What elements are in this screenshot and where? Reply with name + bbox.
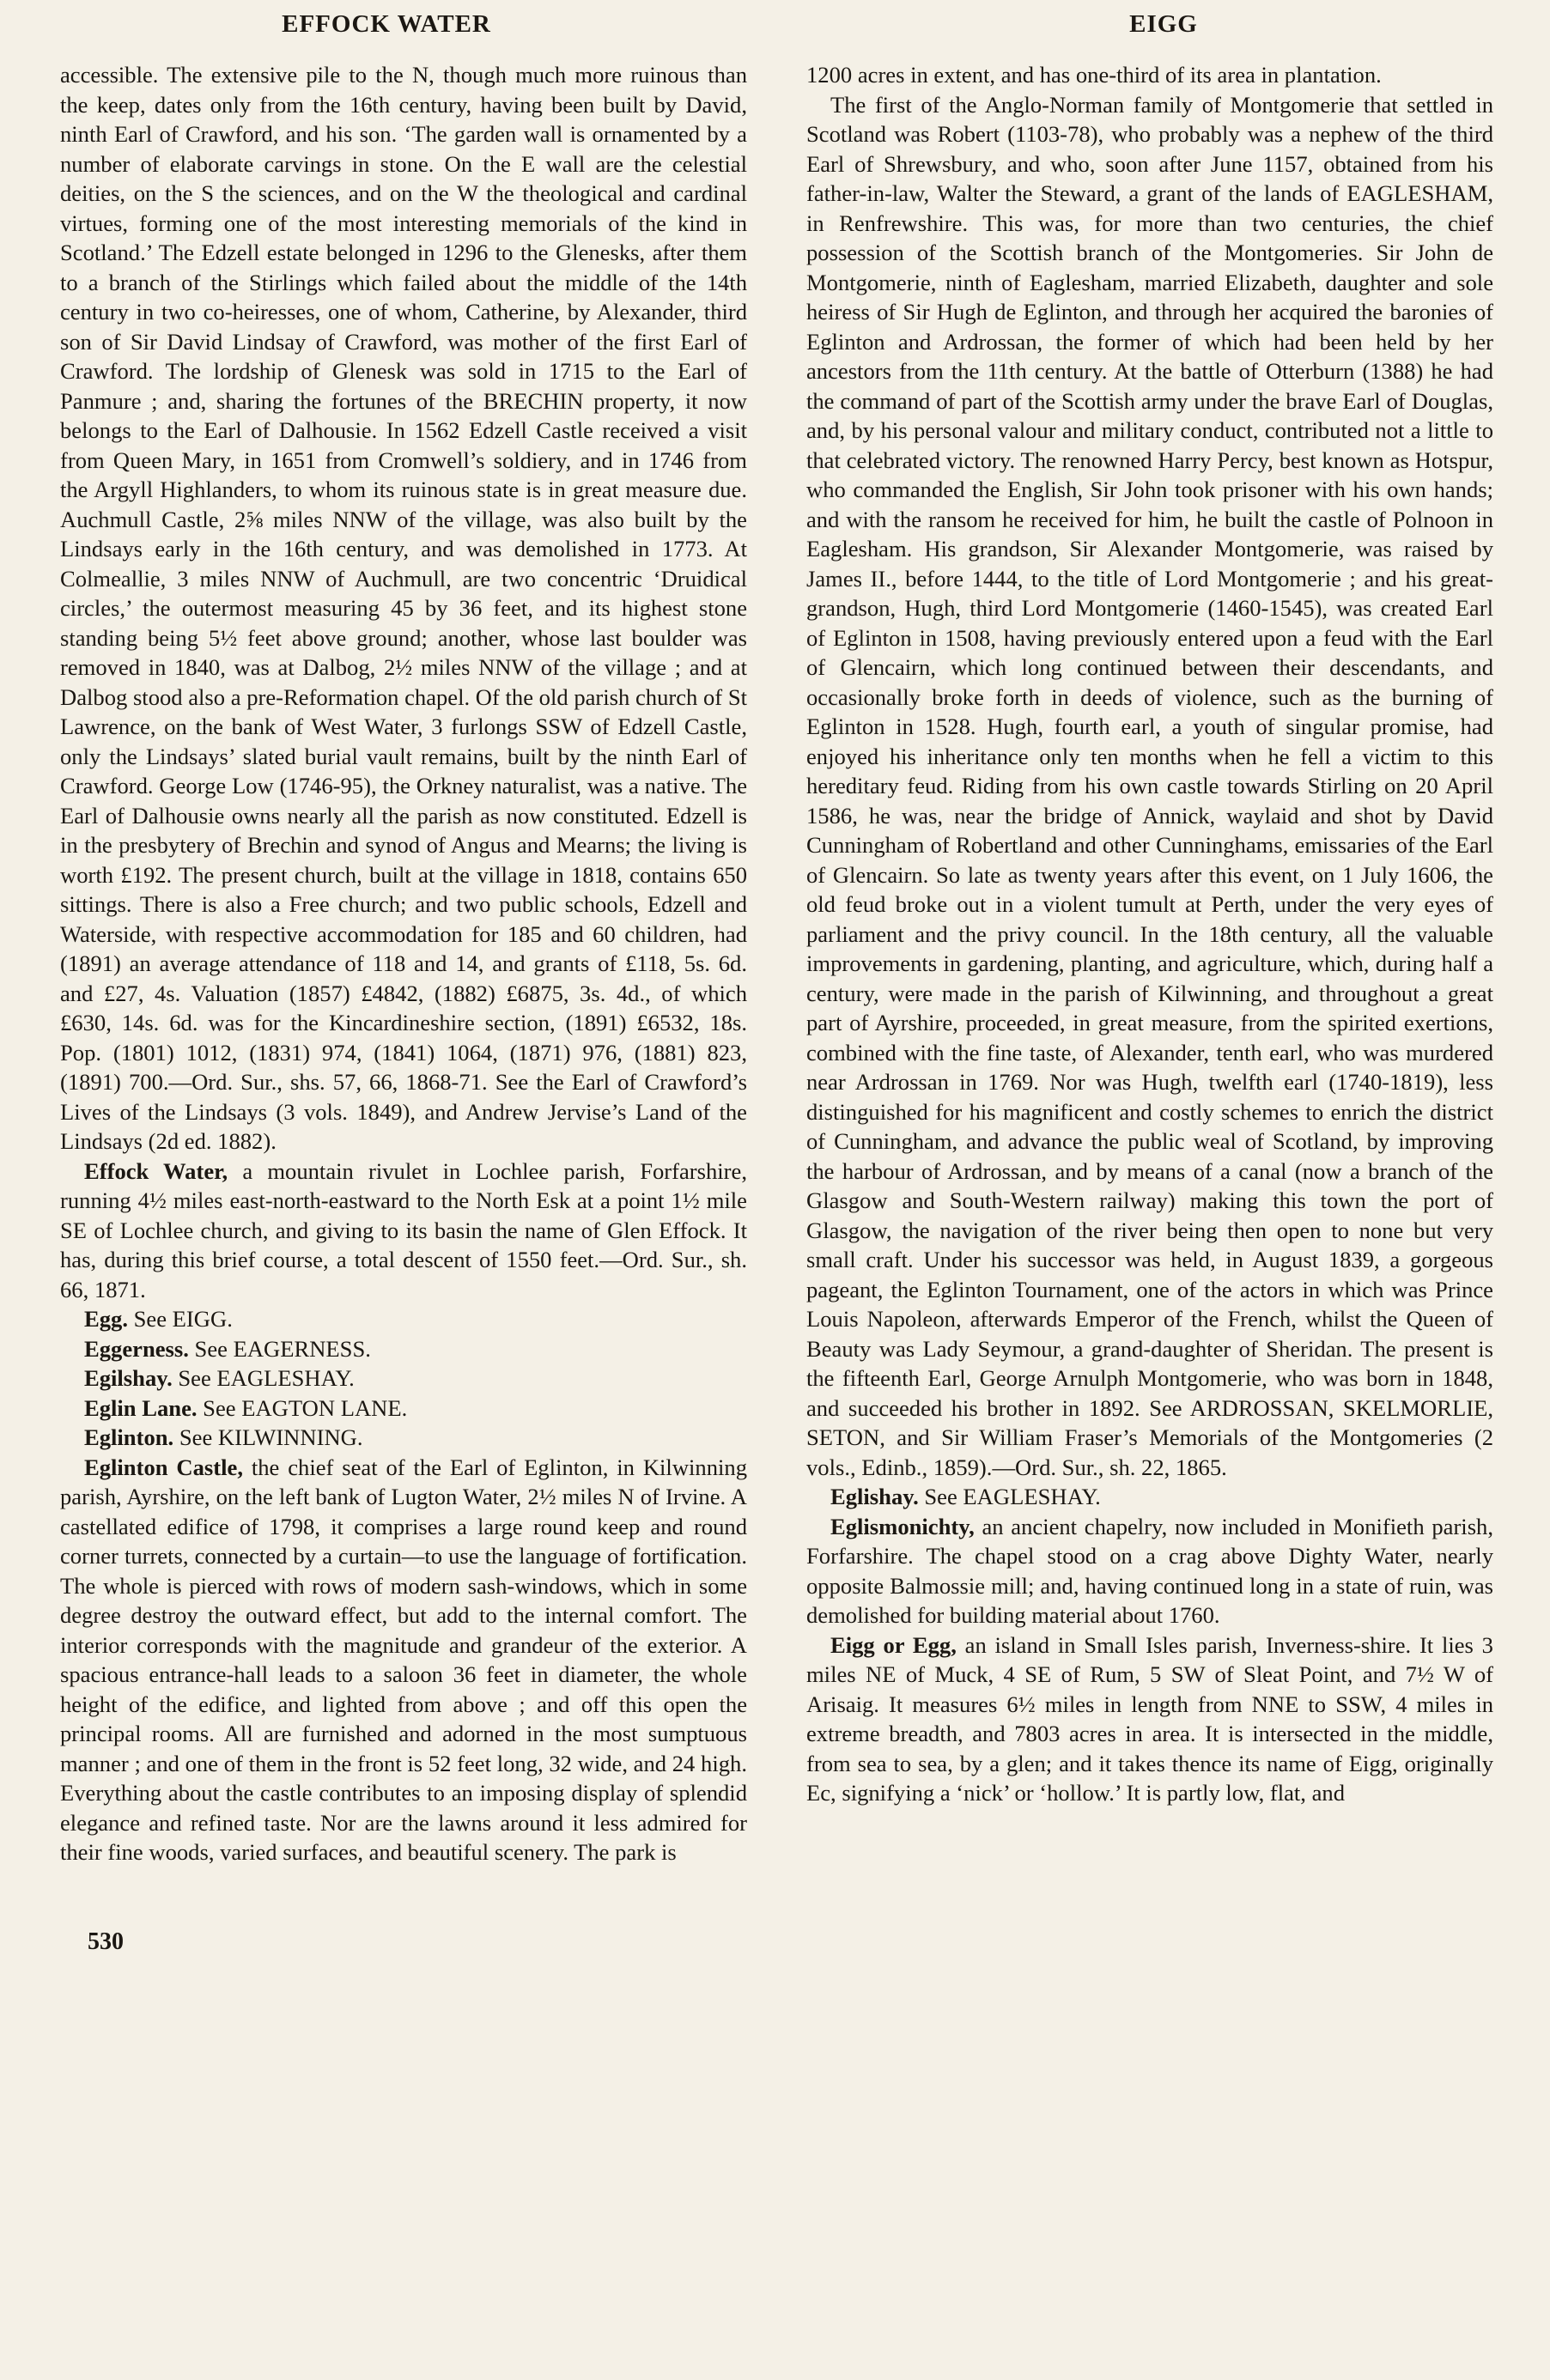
gazetteer-entry <box>60 1393 747 1424</box>
entry-headword: Egg. <box>84 1306 128 1332</box>
entry-headword: Effock Water, <box>84 1157 228 1184</box>
body-paragraph: The first of the Anglo-Norman family of Montgomerie that settled in Scotland was Robert (1103-78), who probably was a nephew of the third Earl of Shrewsbury, and who, soon after June 1157, obtained from his father-in-law, Walter the Steward, a grant of the lands of EAGLESHAM, in Renfrewshire. This was, for more than two centuries, the chief possession of the Scottish branch of the Montgomeries. Sir John de Montgomerie, ninth of Eaglesham, married Elizabeth, daughter and sole heiress of Sir Hugh de Eglinton, and through her acquired the baronies of Eglinton and Ardrossan, the former of which had been held by her ancestors from the 11th century. At the battle of Otterburn (1388) he had the command of part of the Scottish army under the brave Earl of Douglas, and, by his personal valour and military conduct, contributed not a little to that celebrated victory. The renowned Harry Percy, best known as Hotspur, who commanded the English, Sir John took prisoner with his own hands; and with the ransom he received for him, he built the castle of Polnoon in Eaglesham. His grandson, Sir Alexander Montgomerie, was raised by James II., before 1444, to the title of Lord Montgomerie ; and his great-grandson, Hugh, third Lord Montgomerie (1460-1545), was created Earl of Eglinton in 1508, having previously entered upon a feud with the Earl of Glencairn, which long continued between their descendants, and occasionally broke forth in deeds of violence, such as the burning of Eglinton in 1528. Hugh, fourth earl, a youth of singular promise, had enjoyed his inheritance only ten months when he fell a victim to this hereditary feud. Riding from his own castle towards Stirling on 20 April 1586, he was, near the bridge of Annick, waylaid and shot by David Cunningham of Robertland and other Cunninghams, emissaries of the Earl of Glencairn. So late as twenty years after this event, on 1 July 1606, the old feud broke out in a violent tumult at Perth, under the very eyes of parliament and the privy council. In the 18th century, all the valuable improvements in gardening, planting, and agriculture, which, during half a century, were made in the parish of Kilwinning, and throughout a great part of Ayrshire, proceeded, in great measure, from the spirited exertions, combined with the fine taste, of Alexander, tenth earl, who was murdered near Ardrossan in 1769. Nor was Hugh, twelfth earl (1740-1819), less distinguished for his magnificent and costly schemes to enrich the district of Cunningham, and advance the public weal of Scotland, by improving the harbour of Ardrossan, and by means of a canal (now a branch of the Glasgow and South-Western railway) making this town the port of Glasgow, the navigation of the river being then open to none but very small craft. Under his successor was held, in August 1839, a gorgeous pageant, the Eglinton Tournament, one of the actors in which was Prince Louis Napoleon, afterwards Emperor of the French, whilst the Queen of Beauty was Lady Seymour, a grand-daughter of Sheridan. The present is the fifteenth Earl, George Arnulph Montgomerie, who was born in 1848, and succeeded his brother in 1892. See ARDROSSAN, SKELMORLIE, SETON, and Sir William Fraser’s Memorials of the Montgomeries (2 vols., Edinb., 1859).—Ord. Sur., sh. 22, 1865. <box>806 91 1493 1480</box>
entry-headword: Eglishay. <box>830 1484 919 1509</box>
running-headers <box>60 10 1494 53</box>
entry-text: See EAGLESHAY. <box>172 1365 355 1391</box>
entry-text: an island in Small Isles parish, Inverness-shire. It lies 3 miles NE of Muck, 4 SE of Rum, 5 SW of Sleat Point, and 7½ W of Arisaig. It measures 6½ miles in length from NNE to SSW, 4 miles in extreme breadth, and 7803 acres in area. It is intersected in the middle, from sea to sea, by a glen; and it takes thence its name of Eigg, originally Ec, signifying a ‘nick’ or ‘hollow.’ It is partly low, flat, and <box>806 1631 1493 1806</box>
right-column <box>806 60 1493 1808</box>
gazetteer-entry <box>60 1453 747 1867</box>
gazetteer-entry <box>60 1304 747 1334</box>
body-paragraph: accessible. The extensive pile to the N, though much more ruinous than the keep, dates only from the 16th century, having been built by David, ninth Earl of Crawford, and his son. ‘The garden wall is ornamented by a number of elaborate carvings in stone. On the E wall are the celestial deities, on the S the sciences, and on the W the theological and cardinal virtues, forming one of the most interesting memorials of the kind in Scotland.’ The Edzell estate belonged in 1296 to the Glenesks, after them to a branch of the Stirlings which failed about the middle of the 14th century in two co-heiresses, one of whom, Catherine, by Alexander, third son of Sir David Lindsay of Crawford, was mother of the first Earl of Crawford. The lordship of Glenesk was sold in 1715 to the Earl of Panmure ; and, sharing the fortunes of the BRECHIN property, it now belongs to the Earl of Dalhousie. In 1562 Edzell Castle received a visit from Queen Mary, in 1651 from Cromwell’s soldiery, and in 1746 from the Argyll Highlanders, to whom its ruinous state is in great measure due. Auchmull Castle, 2⅝ miles NNW of the village, was also built by the Lindsays early in the 16th century, and was demolished in 1773. At Colmeallie, 3 miles NNW of Auchmull, are two concentric ‘Druidical circles,’ the outermost measuring 45 by 36 feet, and its highest stone standing being 5½ feet above ground; another, whose last boulder was removed in 1840, was at Dalbog, 2½ miles NNW of the village ; and at Dalbog stood also a pre-Reformation chapel. Of the old parish church of St Lawrence, on the bank of West Water, 3 furlongs SSW of Edzell Castle, only the Lindsays’ slated burial vault remains, built by the ninth Earl of Crawford. George Low (1746-95), the Orkney naturalist, was a native. The Earl of Dalhousie owns nearly all the parish as now constituted. Edzell is in the presbytery of Brechin and synod of Angus and Mearns; the living is worth £192. The present church, built at the village in 1818, contains 650 sittings. There is also a Free church; and two public schools, Edzell and Waterside, with respective accommodation for 185 and 60 children, had (1891) an average attendance of 118 and 14, and grants of £118, 5s. 6d. and £27, 4s. Valuation (1857) £4842, (1882) £6875, 3s. 4d., of which £630, 14s. 6d. was for the Kincardineshire section, (1891) £6532, 18s. Pop. (1801) 1012, (1831) 974, (1841) 1064, (1871) 976, (1881) 823, (1891) 700.—Ord. Sur., shs. 57, 66, 1868-71. See the Earl of Crawford’s Lives of the Lindsays (3 vols. 1849), and Andrew Jervise’s Land of the Lindsays (2d ed. 1882). <box>60 62 747 1154</box>
entry-headword: Egilshay. <box>84 1365 173 1391</box>
entry-headword: Eggerness. <box>84 1335 189 1362</box>
entry-text: See EAGERNESS. <box>188 1335 371 1362</box>
page-number: 530 <box>88 1928 124 1955</box>
gazetteer-entry <box>60 1157 747 1305</box>
left-column <box>60 60 747 1867</box>
body-paragraph: 1200 acres in extent, and has one-third of its area in plantation. <box>806 62 1382 88</box>
entry-text: See EAGTON LANE. <box>197 1394 408 1421</box>
gazetteer-entry <box>806 1482 1493 1512</box>
entry-headword: Eigg or Egg, <box>830 1631 957 1658</box>
gazetteer-entry <box>60 1334 747 1364</box>
entry-headword: Eglismonichty, <box>830 1513 975 1539</box>
gazetteer-entry <box>806 1630 1493 1808</box>
entry-text: See EIGG. <box>127 1306 233 1332</box>
entry-text: the chief seat of the Earl of Eglinton, in Kilwinning parish, Ayrshire, on the left bank of Lugton Water, 2½ miles N of Irvine. A castellated edifice of 1798, it comprises a large round keep and round corner turrets, connected by a curtain—to use the language of fortification. The whole is pierced with rows of modern sash-windows, which in some degree destroy the outward effect, but add to the internal comfort. The interior corresponds with the magnitude and grandeur of the exterior. A spacious entrance-hall leads to a saloon 36 feet in diameter, the whole height of the edifice, and lighted from above ; and off this open the principal rooms. All are furnished and adorned in the most sumptuous manner ; and one of them in the front is 52 feet long, 32 wide, and 24 high. Everything about the castle contributes to an imposing display of splendid elegance and refined taste. Nor are the lawns around it less admired for their fine woods, varied surfaces, and beautiful scenery. The park is <box>60 1454 747 1865</box>
entry-text: See KILWINNING. <box>173 1424 363 1450</box>
entry-headword: Eglinton Castle, <box>84 1454 243 1480</box>
gazetteer-entry <box>60 1363 747 1393</box>
entry-headword: Eglin Lane. <box>84 1394 198 1421</box>
gazetteer-entry <box>60 1423 747 1453</box>
page <box>60 10 1494 1865</box>
entry-text: See EAGLESHAY. <box>918 1484 1101 1509</box>
entry-text: an ancient chapelry, now included in Monifieth parish, Forfarshire. The chapel stood on a crag above Dighty Water, nearly opposite Balmossie mill; and, having continued long in a state of ruin, was demolished for building material about 1760. <box>806 1513 1493 1628</box>
entry-text: a mountain rivulet in Lochlee parish, Forfarshire, running 4½ miles east-north-eastward to the North Esk at a point 1½ mile SE of Lochlee church, and giving to its basin the name of Glen Effock. It has, during this brief course, a total descent of 1550 feet.—Ord. Sur., sh. 66, 1871. <box>60 1157 747 1302</box>
running-header-right: EIGG <box>1129 10 1198 38</box>
running-header-left: EFFOCK WATER <box>282 10 491 38</box>
gazetteer-entry <box>806 1512 1493 1630</box>
entry-headword: Eglinton. <box>84 1424 174 1450</box>
